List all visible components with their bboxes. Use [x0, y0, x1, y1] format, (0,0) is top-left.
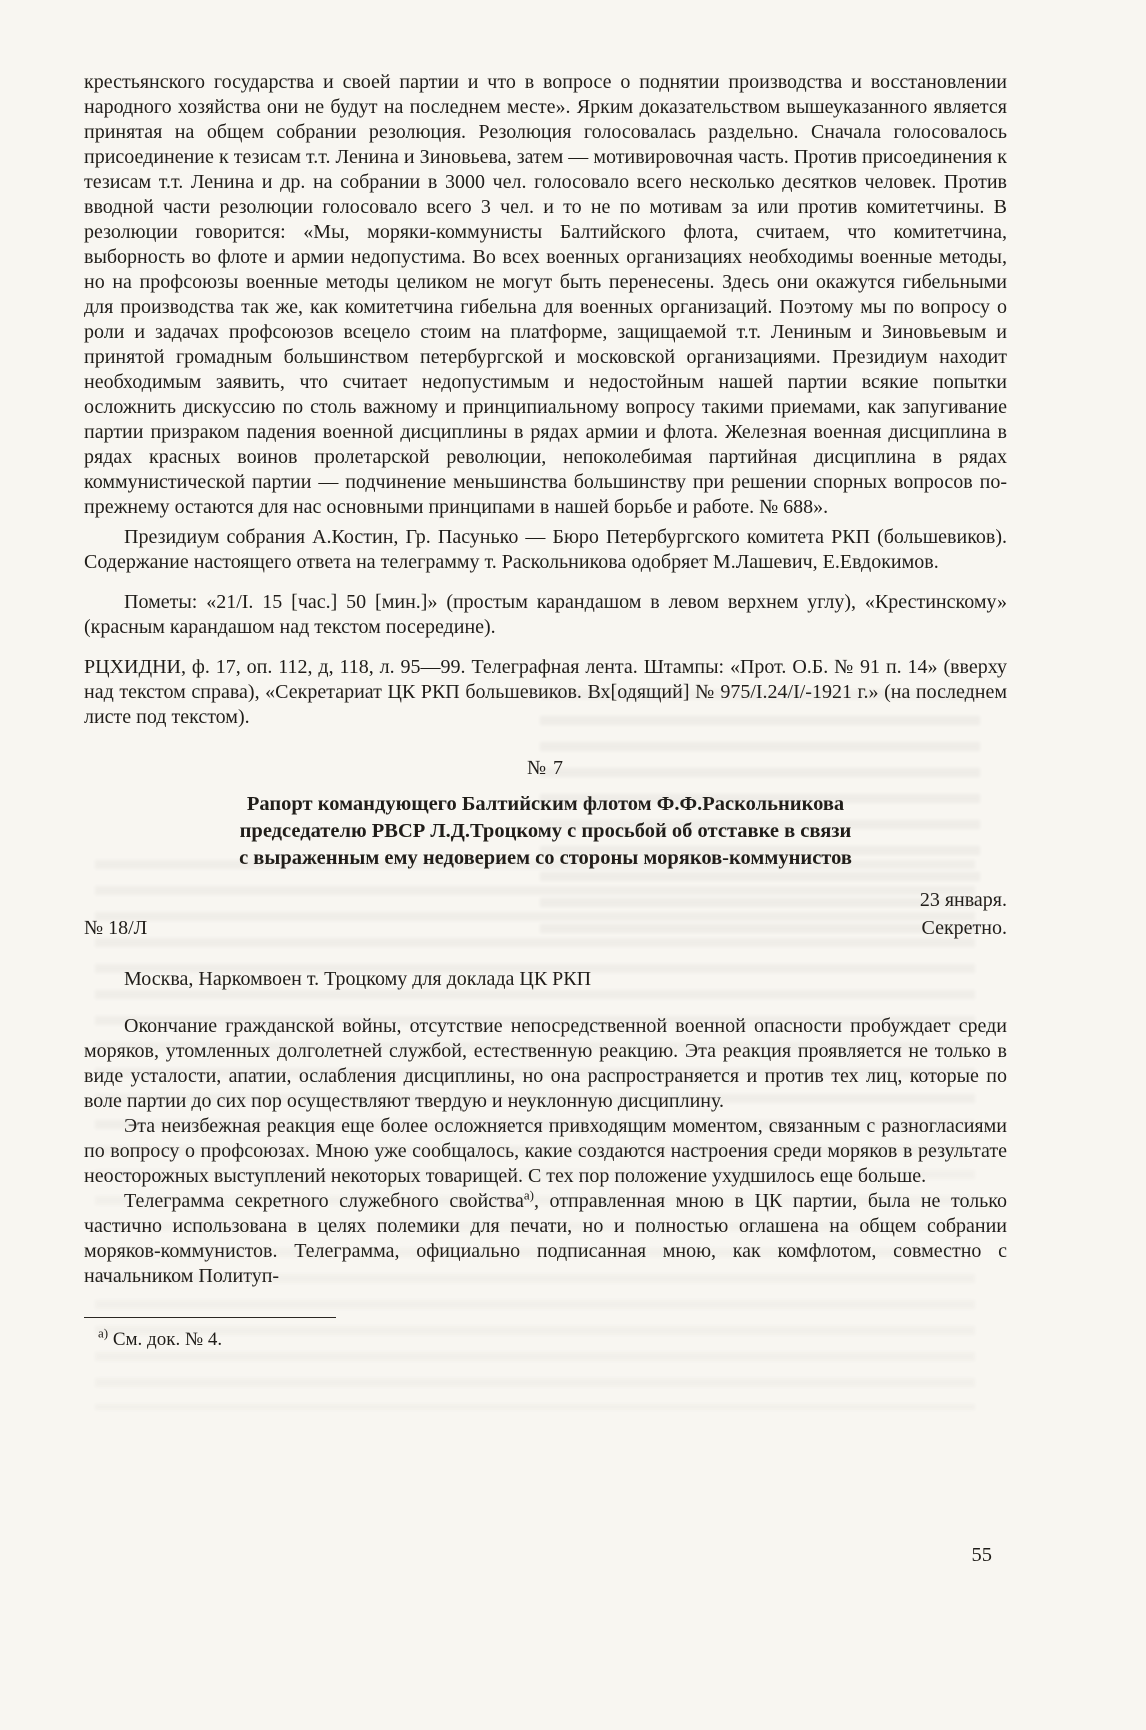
page-footer — [84, 1317, 1007, 1566]
document-ref-number: № 18/Л — [84, 917, 148, 939]
resolution-paragraph: крестьянского государства и своей партии и что в вопросе о поднятии производства и восстановлении народного хозяйства они не будут на последнем месте». Ярким доказательством вышеуказанного является принятая на общем собрании резолюция. Резолюция голосовалась раздельно. Сначала голосовалось присоединение к тезисам т.т. Ленина и Зиновьева, затем — мотивировочная часть. Против присоединения к тезисам т.т. Ленина и др. на собрании в 3000 чел. голосовало всего несколько десятков человек. Против вводной части резолюции голосовало всего 3 чел. и то не по мотивам за или против комитетчины. В резолюции говорится: «Мы, моряки-коммунисты Балтийского флота, считаем, что комитетчина, выборность во флоте и армии недопустима. Во всех военных организациях необходимы военные методы, но на профсоюзы военные методы целиком не могут быть перенесены. Здесь они окажутся гибельными для производства так же, как комитетчина гибельна для военных организаций. Поэтому мы по вопросу о роли и задачах профсоюзов всецело стоим на платформе, защищаемой т.т. Лениным и Зиновьевым и принятой громадным большинством петербургской и московской организациями. Президиум находит необходимым заявить, что считает недопустимым и недостойным нашей партии всякие попытки осложнить дискуссию по столь важному и принципиальному вопросу такими приемами, как запугивание партии призраком падения военной дисциплины в рядах армии и флота. Железная военная дисциплина в рядах красных воинов пролетарской революции, непоколебимая партийная дисциплина в рядах коммунистической партии — подчинение меньшинства большинству при решении спорных вопросов по-прежнему остаются для нас основными принципами в нашей борьбе и работе. № 688». — [84, 71, 1007, 518]
body-paragraph-1: Окончание гражданской войны, отсутствие непосредственной военной опасности пробуждает среди моряков, утомленных долголетней службой, естественную реакцию. Эта реакция проявляется не только в виде усталости, апатии, ослабления дисциплины, но она распространяется и против тех лиц, которые по воле партии до сих пор осуществляют твердую и неуклонную дисциплину. — [84, 1015, 1007, 1112]
document-title — [84, 791, 1007, 872]
footnote-text: См. док. № 4. — [112, 1329, 223, 1350]
document-title-line: председателю РВСР Л.Д.Троцкому с просьбой об отставке в связи — [239, 820, 852, 842]
document-title-line: с выраженным ему недоверием со стороны моряков-коммунистов — [239, 847, 852, 869]
body-paragraph-2: Эта неизбежная реакция еще более осложняется привходящим моментом, связанным с разногласиями по вопросу о профсоюзах. Мною уже сообщалось, какие создаются настроения среди моряков в результате неосторожных выступлений некоторых товарищей. С тех пор положение ухудшилось еще больше. — [84, 1115, 1007, 1187]
body-paragraph-3-text: Телеграмма секретного служебного свойства — [124, 1190, 524, 1212]
footnote — [84, 1327, 1007, 1352]
body-paragraph-3-text: , отправленная мною в ЦК партии, была не только частично использована в целях полемики для печати, но и полностью оглашена на общем собрании моряков-коммунистов. Телеграмма, официально подписанная мною, как комфлотом, совместно с начальником Политуп- — [84, 1190, 1007, 1287]
document-date: 23 января. — [919, 889, 1007, 911]
previous-document-end — [84, 70, 1007, 730]
document-7 — [84, 756, 1007, 1289]
footnote-marker: а) — [98, 1325, 109, 1341]
presidium-paragraph: Президиум собрания А.Костин, Гр. Пасунько — Бюро Петербургского комитета РКП (большевиков). Содержание настоящего ответа на телеграмму т. Раскольникова одобряет М.Лашевич, Е.Евдокимов. — [84, 526, 1007, 573]
footnote-separator-rule — [84, 1317, 336, 1318]
ref-secrecy-row — [84, 916, 1007, 941]
page-number: 55 — [971, 1544, 992, 1566]
document-number-heading: № 7 — [526, 757, 565, 779]
archive-reference: РЦХИДНИ, ф. 17, оп. 112, д, 118, л. 95—99. Телеграфная лента. Штампы: «Прот. О.Б. № 91 п. 14» (вверху над текстом справа), «Секретариат ЦК РКП большевиков. Вх[одящий] № 975/I.24/I/-1921 г.» (на последнем листе под текстом). — [84, 656, 1007, 728]
addressee-line: Москва, Наркомвоен т. Троцкому для доклада ЦК РКП — [124, 968, 592, 990]
document-title-line: Рапорт командующего Балтийским флотом Ф.Ф.Раскольникова — [246, 793, 845, 815]
pometa-paragraph: Пометы: «21/I. 15 [час.] 50 [мин.]» (простым карандашом в левом верхнем углу), «Крестинскому» (красным карандашом над текстом посередине). — [84, 591, 1007, 638]
secrecy-label: Секретно. — [921, 917, 1007, 939]
footnote-reference-marker: а) — [523, 1187, 534, 1203]
body-paragraph-3 — [84, 1189, 1007, 1289]
